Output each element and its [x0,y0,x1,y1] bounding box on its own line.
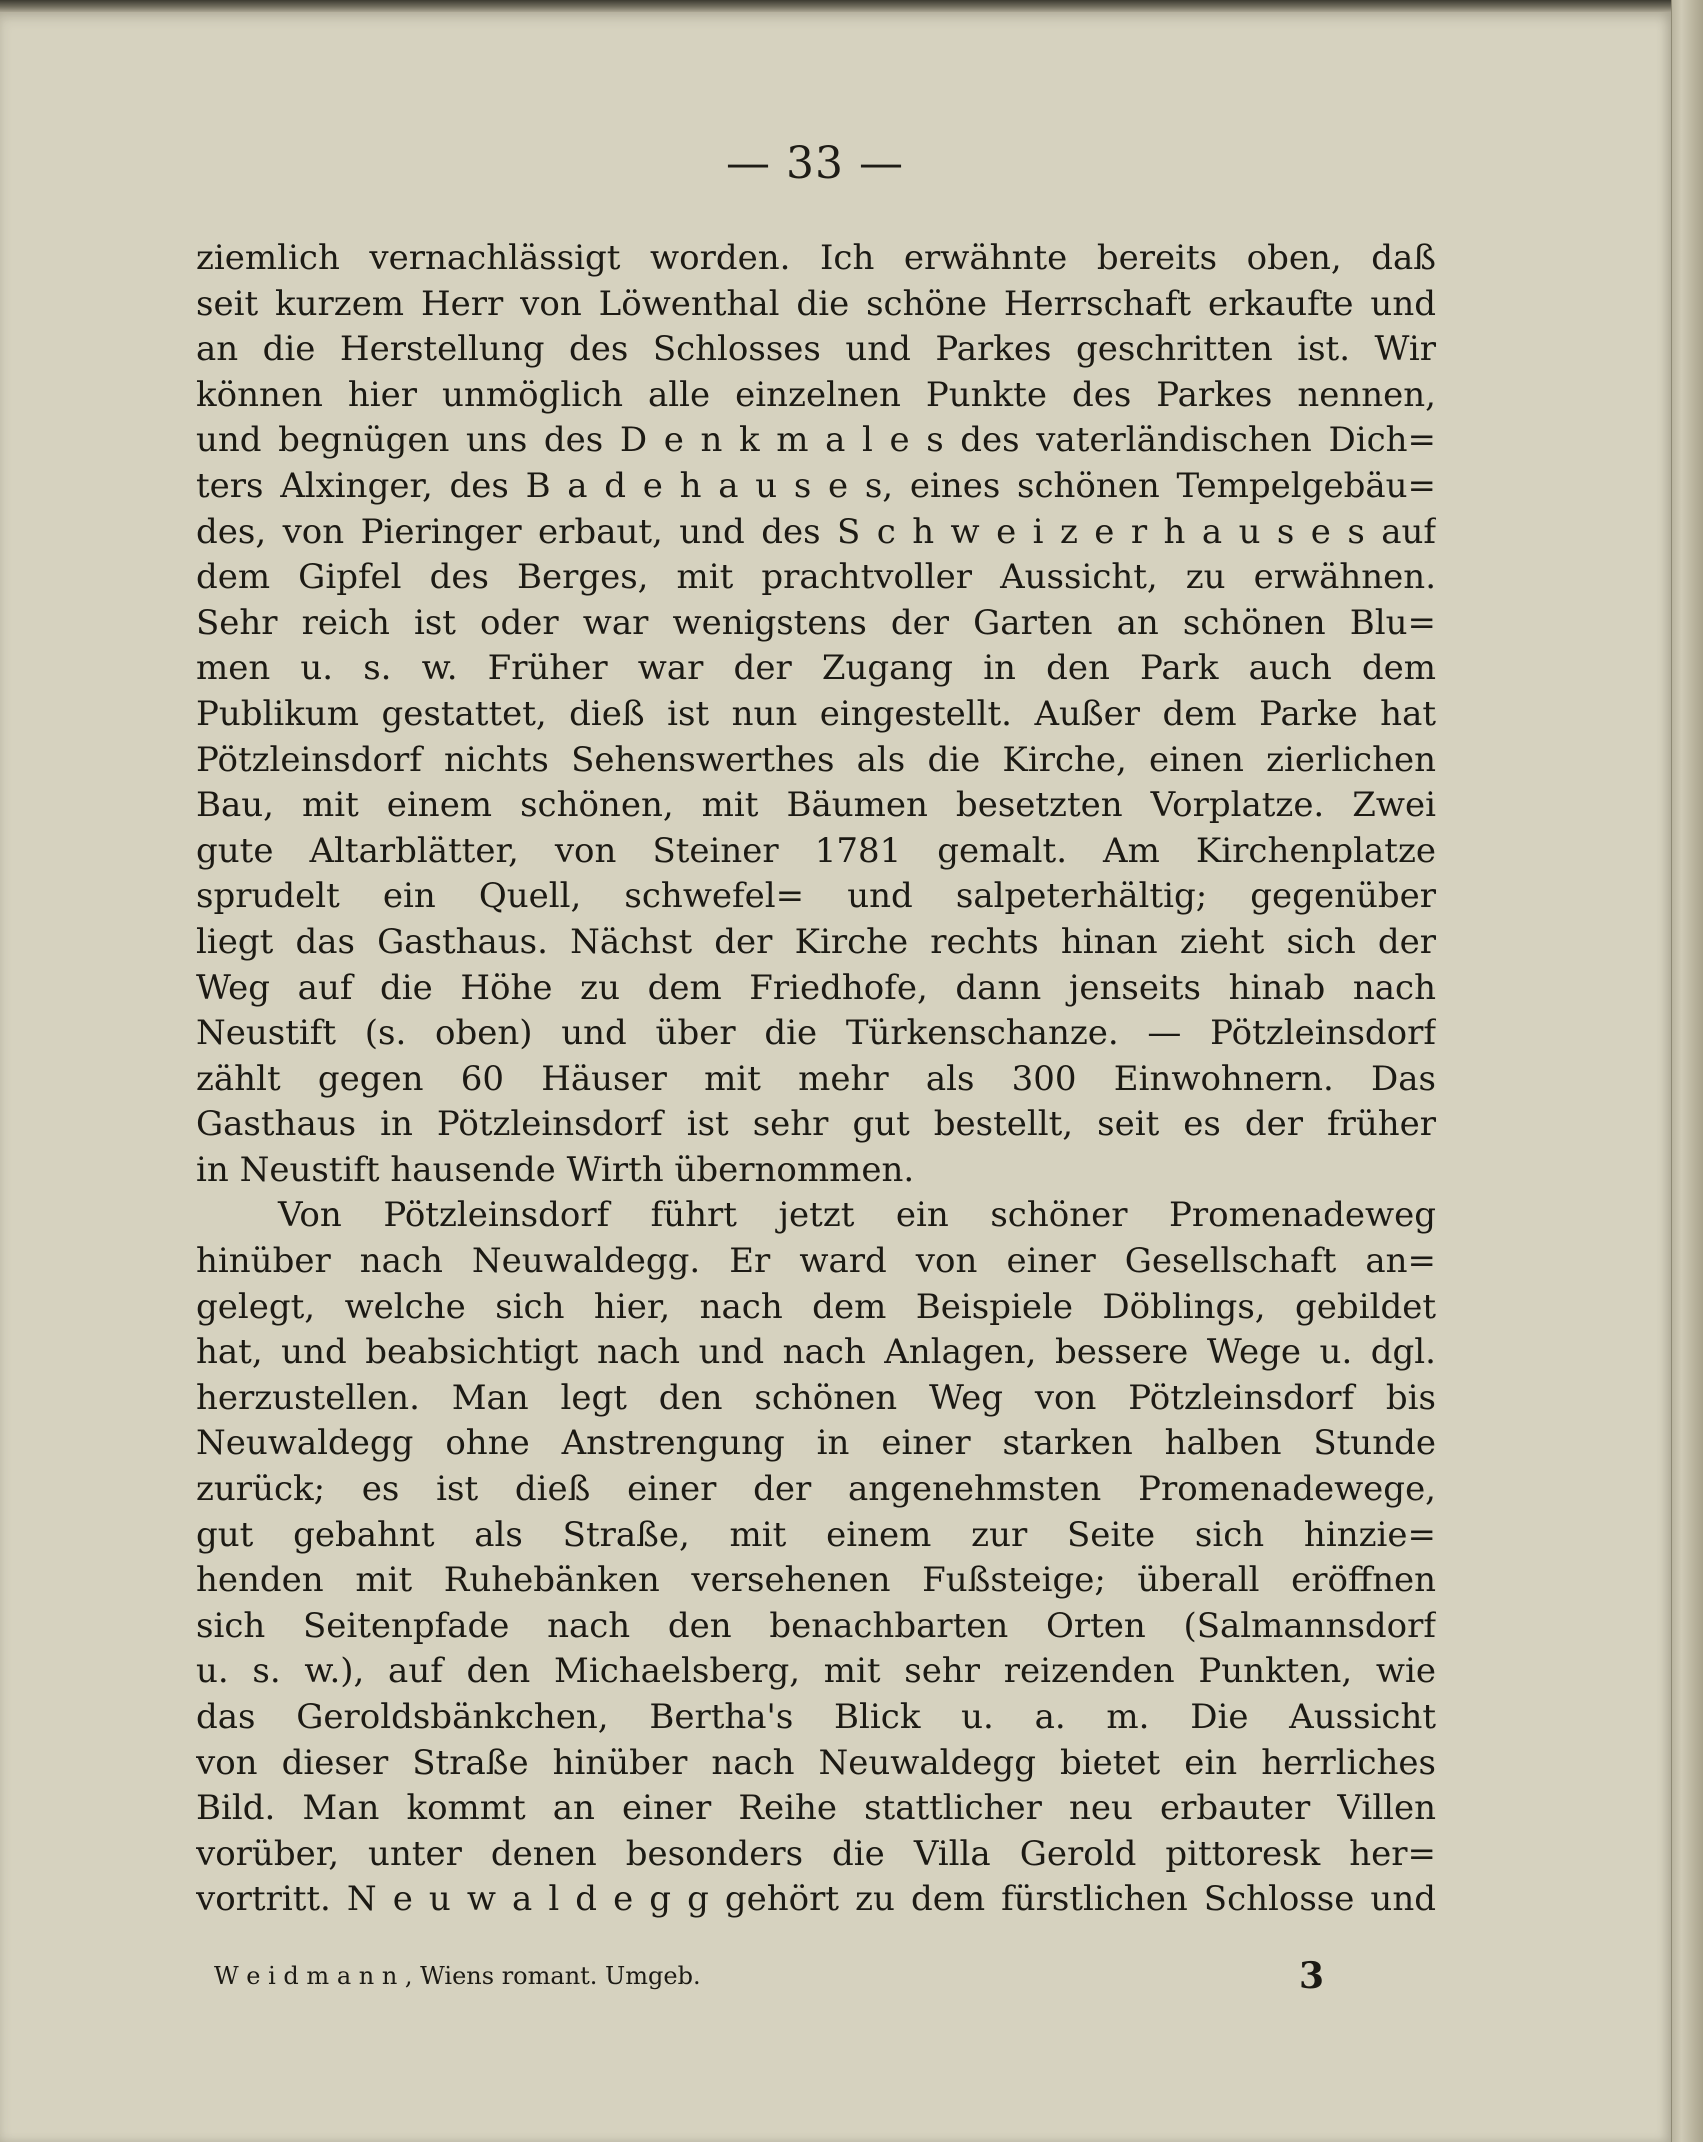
text-line: Sehr reich ist oder war wenigstens der Garten an schönen Blu= [196,602,1436,643]
text-line: das Geroldsbänkchen, Bertha's Blick u. a. m. Die Aussicht [196,1697,1436,1737]
book-page-edge [1671,0,1703,2142]
text-line: Bild. Man kommt an einer Reihe stattlicher neu erbauter Villen [196,1788,1436,1829]
signature-mark: 3 [1298,1955,1324,1997]
page-footer [214,1956,1324,1996]
text-line: vortritt. N e u w a l d e g g gehört zu dem fürstlichen Schlosse und [196,1879,1436,1920]
text-line: Pötzleinsdorf nichts Sehenswerthes als die Kirche, einen zierlichen [196,739,1436,780]
body-text [196,236,1436,1923]
text-line: Publikum gestattet, dieß ist nun eingestellt. Außer dem Parke hat [196,693,1436,734]
text-line: gut gebahnt als Straße, mit einem zur Seite sich hinzie= [196,1514,1436,1555]
text-line: zählt gegen 60 Häuser mit mehr als 300 Einwohnern. Das [196,1058,1436,1099]
text-line: Gasthaus in Pötzleinsdorf ist sehr gut bestellt, seit es der früher [196,1104,1436,1145]
text-line: können hier unmöglich alle einzelnen Punkte des Parkes nennen, [196,374,1436,415]
text-line: gute Altarblätter, von Steiner 1781 gemalt. Am Kirchenplatze [196,830,1436,871]
text-line: sich Seitenpfade nach den benachbarten Orten (Salmannsdorf [196,1605,1436,1646]
text-line: in Neustift hausende Wirth übernommen. [196,1149,915,1190]
text-line: hinüber nach Neuwaldegg. Er ward von einer Gesellschaft an= [196,1241,1436,1282]
text-line: henden mit Ruhebänken versehenen Fußsteige; überall eröffnen [196,1560,1436,1601]
text-line: herzustellen. Man legt den schönen Weg von Pötzleinsdorf bis [196,1377,1436,1418]
text-line: ters Alxinger, des B a d e h a u s e s, eines schönen Tempelgebäu= [196,465,1436,506]
text-line: Bau, mit einem schönen, mit Bäumen besetzten Vorplatze. Zwei [196,785,1436,826]
text-line: von dieser Straße hinüber nach Neuwaldegg bietet ein herrliches [196,1742,1436,1783]
footer-reference: W e i d m a n n , Wiens romant. Umgeb. [214,1962,701,1990]
text-line: liegt das Gasthaus. Nächst der Kirche rechts hinan zieht sich der [196,921,1436,962]
text-line: Neuwaldegg ohne Anstrengung in einer starken halben Stunde [196,1423,1436,1464]
text-line: ziemlich vernachlässigt worden. Ich erwähnte bereits oben, daß [196,238,1436,278]
text-line: seit kurzem Herr von Löwenthal die schöne Herrschaft erkaufte und [196,283,1436,324]
text-line: an die Herstellung des Schlosses und Parkes geschritten ist. Wir [196,329,1436,370]
text-line: zurück; es ist dieß einer der angenehmsten Promenadewege, [196,1469,1436,1510]
text-line: vorüber, unter denen besonders die Villa Gerold pittoresk her= [196,1833,1436,1874]
text-line: Weg auf die Höhe zu dem Friedhofe, dann jenseits hinab nach [196,967,1436,1008]
text-line: Von Pötzleinsdorf führt jetzt ein schöner Promenadeweg [278,1195,1436,1236]
text-line: men u. s. w. Früher war der Zugang in den Park auch dem [196,648,1436,689]
text-line: sprudelt ein Quell, schwefel= und salpeterhältig; gegenüber [196,876,1436,917]
text-line: hat, und beabsichtigt nach und nach Anlagen, bessere Wege u. dgl. [196,1332,1436,1373]
text-line: Neustift (s. oben) und über die Türkenschanze. — Pötzleinsdorf [196,1013,1436,1054]
text-line: und begnügen uns des D e n k m a l e s des vaterländischen Dich= [196,420,1436,461]
text-line: des, von Pieringer erbaut, und des S c h w e i z e r h a u s e s auf [196,511,1436,552]
text-line: dem Gipfel des Berges, mit prachtvoller Aussicht, zu erwähnen. [196,557,1436,598]
page-number: — 33 — [726,138,904,189]
text-line: gelegt, welche sich hier, nach dem Beispiele Döblings, gebildet [196,1286,1436,1327]
text-line: u. s. w.), auf den Michaelsberg, mit sehr reizenden Punkten, wie [196,1651,1436,1692]
